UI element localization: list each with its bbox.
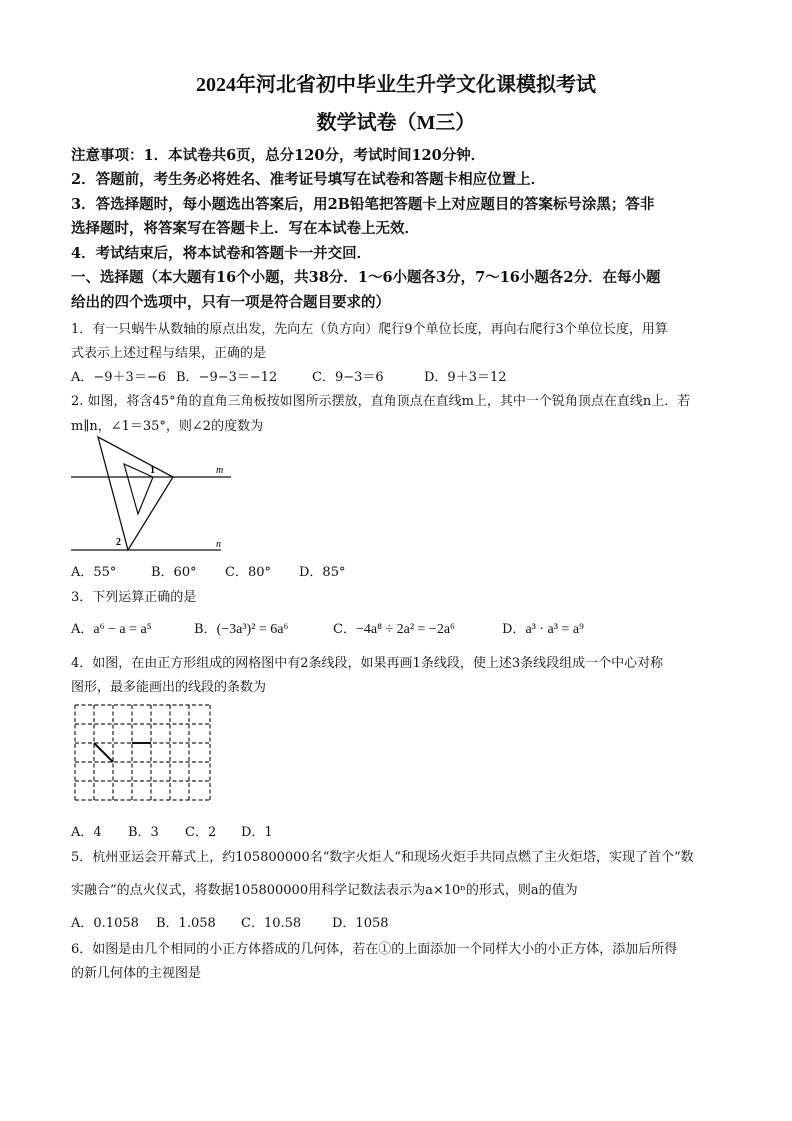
q1-option-c: C．9−3＝6 xyxy=(312,370,384,385)
note-line-5: 4．考试结束后，将本试卷和答题卡一并交回． xyxy=(71,245,372,262)
q3-option-d-letter: D． xyxy=(502,622,526,637)
q2-stem-line-2: m∥n，∠1＝35°，则∠2的度数为 xyxy=(71,419,264,434)
q6-stem-line-1: 6．如图是由几个相同的小正方体搭成的几何体，若在①的上面添加一个同样大小的小正方体，添加后所得 xyxy=(71,942,678,957)
q2-option-c: C．80° xyxy=(225,565,271,580)
triangle-outer xyxy=(98,437,173,550)
label-angle-1: 1 xyxy=(150,465,155,476)
q3-option-d-expr: a³ · a³ = a⁹ xyxy=(525,622,584,637)
triangle-inner xyxy=(124,464,153,514)
q4-grid-figure xyxy=(70,700,215,808)
q4-option-b: B．3 xyxy=(128,825,159,840)
label-m: m xyxy=(216,465,224,476)
q3-option-a-expr: a⁶ − a = a⁵ xyxy=(93,622,152,637)
q5-option-a: A．0.1058 xyxy=(71,916,139,931)
q5-stem-line-2: 实融合”的点火仪式，将数据105800000用科学记数法表示为a×10ⁿ的形式，则a的值为 xyxy=(71,883,578,898)
q2-stem-line-1: 2. 如图，将含45°角的直角三角板按如图所示摆放，直角顶点在直线m上，其中一个锐角顶点在直线n上．若 xyxy=(71,394,691,409)
note-line-4: 选择题时，将答案写在答题卡上．写在本试卷上无效． xyxy=(71,220,419,237)
q2-option-b: B．60° xyxy=(151,565,197,580)
q1-stem-line-2: 式表示上述过程与结果，正确的是 xyxy=(71,346,267,361)
q3-option-a-letter: A． xyxy=(71,622,94,637)
q3-option-c-letter: C． xyxy=(333,622,356,637)
q5-option-d: D．1058 xyxy=(332,916,389,931)
q1-option-a: A．−9＋3＝−6 xyxy=(71,370,166,385)
exam-subtitle: 数学试卷（M三） xyxy=(316,112,476,134)
section-header-line-1: 一、选择题（本大题有16个小题，共38分．1～6小题各3分，7～16小题各2分．在每小题 xyxy=(71,269,661,286)
q4-stem-line-2: 图形，最多能画出的线段的条数为 xyxy=(71,680,267,695)
q3-option-c xyxy=(333,618,455,638)
note-line-2: 2．答题前，考生务必将姓名、准考证号填写在试卷和答题卡相应位置上． xyxy=(71,171,546,188)
q5-option-b: B．1.058 xyxy=(156,916,216,931)
q2-option-a: A．55° xyxy=(71,565,117,580)
q4-stem-line-1: 4．如图，在由正方形组成的网格图中有2条线段，如果再画1条线段，使上述3条线段组成一个中心对称 xyxy=(71,656,664,671)
q3-option-b-expr: (−3a³)² = 6a⁶ xyxy=(216,622,289,637)
q2-figure xyxy=(66,432,246,557)
q1-option-d: D．9＋3＝12 xyxy=(424,370,507,385)
grid-lines xyxy=(75,705,210,800)
exam-title: 2024年河北省初中毕业生升学文化课模拟考试 xyxy=(196,74,596,96)
q1-stem-line-1: 1．有一只蜗牛从数轴的原点出发，先向左（负方向）爬行9个单位长度，再向右爬行3个单位长度，用算 xyxy=(71,322,668,337)
label-n: n xyxy=(216,539,221,550)
q5-stem-line-1: 5．杭州亚运会开幕式上，约105800000名“数字火炬人”和现场火炬手共同点燃了主火炬塔，实现了首个“数 xyxy=(71,850,694,865)
q3-option-c-expr: −4a⁸ ÷ 2a² = −2a⁶ xyxy=(355,622,455,637)
q3-option-b xyxy=(194,618,288,638)
q4-option-a: A．4 xyxy=(71,825,102,840)
q5-option-c: C．10.58 xyxy=(241,916,302,931)
q3-stem: 3．下列运算正确的是 xyxy=(71,590,197,605)
section-header-line-2: 给出的四个选项中，只有一项是符合题目要求的） xyxy=(71,294,390,311)
label-angle-2: 2 xyxy=(116,537,121,548)
note-line-3: 3．答选择题时，每小题选出答案后，用2B铅笔把答题卡上对应题目的答案标号涂黑；答非 xyxy=(71,196,655,213)
q2-option-d: D．85° xyxy=(299,565,346,580)
q4-option-d: D．1 xyxy=(241,825,273,840)
q3-option-d xyxy=(502,618,584,638)
q1-option-b: B．−9−3＝−12 xyxy=(176,370,278,385)
q3-option-b-letter: B． xyxy=(194,622,217,637)
segment-diagonal xyxy=(94,743,113,762)
q4-option-c: C．2 xyxy=(185,825,217,840)
q3-option-a xyxy=(71,618,152,638)
q6-stem-line-2: 的新几何体的主视图是 xyxy=(71,966,202,981)
note-line-1: 注意事项：1．本试卷共6页，总分120分，考试时间120分钟． xyxy=(71,147,486,164)
